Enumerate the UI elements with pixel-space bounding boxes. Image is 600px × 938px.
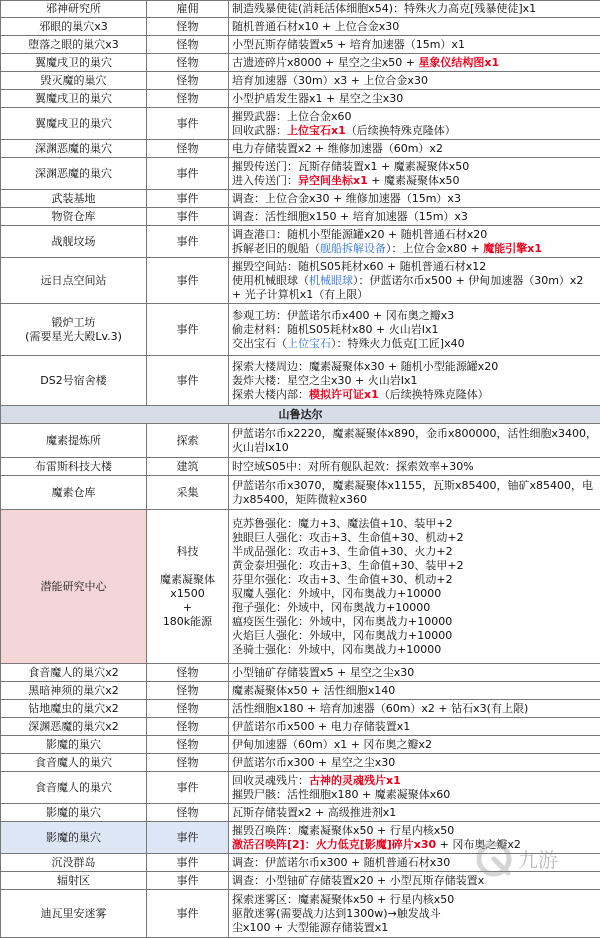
location-text: 沉没群岛 (4, 856, 143, 870)
location-text: 邪眼的巢穴x3 (4, 20, 143, 34)
required-item: 上位宝石 (287, 337, 331, 350)
location-text: 深渊恶魔的巢穴 (4, 142, 143, 156)
reward-line (232, 738, 597, 752)
reward-line (232, 20, 597, 34)
location-cell (1, 854, 147, 872)
research-type-line: 180k能源 (150, 615, 225, 629)
rewards-cell (229, 190, 600, 208)
reward-text: 调查：伊蓝诺尔币x300 + 随机普通石材x30 (232, 856, 450, 869)
research-rewards (229, 510, 600, 664)
reward-line (232, 921, 597, 935)
type-cell: 事件 (147, 208, 229, 226)
reward-text: （后续换特殊克隆体） (346, 124, 456, 137)
reward-line (232, 427, 597, 441)
location-text: 战舰坟场 (4, 235, 143, 249)
location-text: 魔素提炼所 (4, 434, 143, 448)
type-cell: 怪物 (147, 18, 229, 36)
reward-text: 电力存储装置x2 + 维修加速器（60m）x2 (232, 142, 443, 155)
location-cell (1, 190, 147, 208)
reward-text: + 魔素凝聚体x50 (368, 174, 460, 187)
section-header-row (1, 406, 600, 424)
reward-text: 驱散迷雾(需要战力达到1300w)→触发战斗 (232, 907, 441, 920)
type-cell: 事件 (147, 872, 229, 890)
rewards-cell (229, 356, 600, 406)
type-cell: 怪物 (147, 54, 229, 72)
type-cell: 事件 (147, 190, 229, 208)
highlight-reward: 星象仪结构图x1 (418, 56, 499, 69)
reward-text: 探索大楼周边：魔素凝聚体x30 + 随机小型能源罐x20 (232, 360, 498, 373)
reward-text: 制造残暴使徒(消耗活体细胞x54)：特殊火力高克[残暴使徒]x1 (232, 2, 536, 15)
location-cell (1, 158, 147, 190)
highlight-reward: 模拟许可证x1 (309, 388, 379, 401)
table-row (1, 736, 600, 754)
reward-text: 伊蓝诺尔币x3070，魔素凝聚体x1155，瓦斯x85400，铀矿x85400，电 (232, 479, 593, 492)
reward-text: 探索迷雾区：魔素凝聚体x50 + 行星内核x50 (232, 893, 454, 906)
location-cell (1, 664, 147, 682)
reward-text: 调查：上位合金x30 + 维修加速器（15m）x3 (232, 192, 461, 205)
reward-text: 小型护盾发生器x1 + 星空之尘x30 (232, 92, 403, 105)
reward-text: 瓦斯存储装置x2 + 高级推进剂x1 (232, 806, 396, 819)
location-text: 食音魔人的巢穴 (4, 756, 143, 770)
location-text: 翼魔戌卫的巢穴 (4, 117, 143, 131)
reward-text: 偷走材料：随机S05耗材x80 + 火山岩Ⅰx1 (232, 323, 438, 336)
rewards-cell (229, 304, 600, 356)
table-row (1, 226, 600, 258)
reward-line (232, 288, 597, 302)
highlight-reward: 上位宝石x1 (287, 124, 346, 137)
table-row (1, 664, 600, 682)
table-row (1, 304, 600, 356)
rewards-cell (229, 158, 600, 190)
reward-text: 使用机械眼球（ (232, 274, 309, 287)
rewards-cell (229, 18, 600, 36)
reward-line (232, 92, 597, 106)
reward-line (232, 309, 597, 323)
table-row (1, 458, 600, 476)
location-text: 影魔的巢穴 (4, 831, 143, 845)
type-cell: 怪物 (147, 754, 229, 772)
reward-line (232, 666, 597, 680)
nine-game-logo-icon (479, 844, 509, 874)
reward-text: 参观工坊：伊蓝诺尔币x400 + 冈布奥之瓣x3 (232, 309, 454, 322)
highlight-reward: 激活召唤阵[2]：火力低克[影魔]碎片x30 (232, 838, 436, 851)
reward-line (232, 2, 597, 16)
rewards-cell (229, 664, 600, 682)
location-text: DS2号宿舍楼 (4, 374, 143, 388)
location-cell (1, 872, 147, 890)
location-cell (1, 718, 147, 736)
rewards-cell (229, 1, 600, 18)
table-row (1, 140, 600, 158)
research-buff-line: 独眼巨人强化：攻击+3、生命值+30、机动+2 (232, 531, 597, 545)
type-cell: 怪物 (147, 140, 229, 158)
reward-text: ）：上位合金x80 + (386, 242, 483, 255)
location-text: 邪神研究所 (4, 2, 143, 16)
reward-text: 摧毁空间站：随机S05耗材x60 + 随机普通石材x12 (232, 260, 486, 273)
rewards-cell (229, 458, 600, 476)
reward-line (232, 756, 597, 770)
location-cell (1, 736, 147, 754)
reward-line (232, 142, 597, 156)
reward-line (232, 337, 597, 351)
reward-line (232, 788, 597, 802)
research-type-line: 科技 (150, 545, 225, 559)
watermark-brand: 九游 (518, 848, 558, 872)
type-cell: 事件 (147, 772, 229, 804)
rewards-cell (229, 140, 600, 158)
table-row (1, 356, 600, 406)
research-buff-line: 圣骑士强化：外域中，冈布奥战力+10000 (232, 643, 597, 657)
location-cell (1, 140, 147, 158)
rewards-cell (229, 700, 600, 718)
type-cell: 事件 (147, 356, 229, 406)
location-text: 迪瓦里安迷雾 (4, 907, 143, 921)
table-row (1, 54, 600, 72)
location-cell (1, 356, 147, 406)
reward-line (232, 56, 597, 70)
reward-text: 调查：小型铀矿存储装置x20 + 小型瓦斯存储装置x (232, 874, 484, 887)
reward-line (232, 174, 597, 188)
location-text: 辐射区 (4, 874, 143, 888)
reward-text: 小型铀矿存储装置x5 + 星空之尘x30 (232, 666, 414, 679)
reward-line (232, 210, 597, 224)
location-text: 翼魔戌卫的巢穴 (4, 56, 143, 70)
type-cell: 怪物 (147, 736, 229, 754)
location-cell (1, 36, 147, 54)
location-cell (1, 54, 147, 72)
reward-text: 调查港口：随机小型能源罐x20 + 随机普通石材x20 (232, 228, 487, 241)
reward-line (232, 360, 597, 374)
research-buff-line: 火焰巨人强化：外域中，冈布奥战力+10000 (232, 629, 597, 643)
research-buff-line: 瘟疫医生强化：外域中，冈布奥战力+10000 (232, 615, 597, 629)
type-cell: 采集 (147, 476, 229, 510)
reward-line (232, 388, 597, 402)
reward-text: ）：伊蓝诺尔币x500 + 伊甸加速器（30m）x2 (353, 274, 583, 287)
reward-text: 摧毁传送门：瓦斯存储装置x1 + 魔素凝聚体x50 (232, 160, 469, 173)
location-text: 物资仓库 (4, 210, 143, 224)
type-cell: 事件 (147, 108, 229, 140)
type-cell: 怪物 (147, 90, 229, 108)
rewards-cell (229, 772, 600, 804)
table-row (1, 1, 600, 18)
reward-line (232, 228, 597, 242)
research-location: 潜能研究中心 (1, 510, 147, 664)
table-row (1, 424, 600, 458)
location-cell (1, 822, 147, 854)
reward-text: 活性细胞x180 + 培育加速器（60m）x2 + 钻石x3(有上限) (232, 702, 528, 715)
location-cell (1, 754, 147, 772)
location-cell (1, 108, 147, 140)
location-text: 毁灭魔的巢穴 (4, 74, 143, 88)
reward-text: 时空域S05中：对所有舰队起效：探索效率+30% (232, 460, 474, 473)
reward-line (232, 74, 597, 88)
rewards-cell (229, 226, 600, 258)
research-buff-line: 芬里尔强化：攻击+3、生命值+30、机动+2 (232, 573, 597, 587)
highlight-reward: 异空间坐标x1 (298, 174, 368, 187)
reward-line (232, 684, 597, 698)
location-text: 远日点空间站 (4, 274, 143, 288)
research-buff-line: 克苏鲁强化：魔力+3、魔法值+10、装甲+2 (232, 517, 597, 531)
type-cell: 雇佣 (147, 1, 229, 18)
research-buff-line: 半成品强化：攻击+3、生命值+30、火力+2 (232, 545, 597, 559)
location-text: 食音魔人的巢穴 (4, 781, 143, 795)
type-cell: 怪物 (147, 718, 229, 736)
research-type-line: 魔素凝聚体 (150, 573, 225, 587)
research-row (1, 510, 600, 664)
reward-text: 调查：活性细胞x150 + 培育加速器（15m）x3 (232, 210, 468, 223)
location-cell (1, 1, 147, 18)
table-row (1, 208, 600, 226)
type-cell: 怪物 (147, 72, 229, 90)
highlight-reward: 魔能引擎x1 (483, 242, 542, 255)
table-row (1, 158, 600, 190)
reward-text: 小型瓦斯存储装置x5 + 培育加速器（15m）x1 (232, 38, 465, 51)
location-cell (1, 424, 147, 458)
research-type (147, 510, 229, 664)
type-cell: 怪物 (147, 700, 229, 718)
type-cell: 建筑 (147, 458, 229, 476)
rewards-cell (229, 72, 600, 90)
table-row (1, 700, 600, 718)
location-text: 锻炉工坊 (4, 316, 143, 330)
reward-text: 尘x100 + 大型能源存储装置x1 (232, 921, 388, 934)
table-row (1, 682, 600, 700)
reward-text: 培育加速器（30m）x3 + 上位合金x30 (232, 74, 428, 87)
location-cell (1, 18, 147, 36)
reward-text: 魔素凝聚体x50 + 活性细胞x140 (232, 684, 395, 697)
reward-text: 回收灵魂残片： (232, 774, 309, 787)
location-cell (1, 476, 147, 510)
location-cell (1, 772, 147, 804)
reward-line (232, 893, 597, 907)
reward-text: 火山岩Ⅰx10 (232, 441, 289, 454)
location-cell (1, 90, 147, 108)
location-text: (需要星光大殿Lv.3) (4, 330, 143, 344)
type-cell: 怪物 (147, 664, 229, 682)
table-row (1, 258, 600, 304)
reward-text: + 光子计算机x1（有上限） (232, 288, 368, 301)
table-row (1, 754, 600, 772)
type-cell: 事件 (147, 822, 229, 854)
table-row (1, 190, 600, 208)
reward-text: 摧毁召唤阵：魔素凝聚体x50 + 行星内核x50 (232, 824, 454, 837)
reward-line (232, 110, 597, 124)
table-row (1, 718, 600, 736)
type-cell: 怪物 (147, 682, 229, 700)
reward-line (232, 479, 597, 493)
rewards-cell (229, 36, 600, 54)
type-cell: 探索 (147, 424, 229, 458)
type-cell: 事件 (147, 158, 229, 190)
table-row (1, 108, 600, 140)
location-cell (1, 258, 147, 304)
location-cell (1, 890, 147, 938)
type-cell: 事件 (147, 258, 229, 304)
reward-line (232, 720, 597, 734)
type-cell: 事件 (147, 854, 229, 872)
rewards-cell (229, 736, 600, 754)
reward-line (232, 702, 597, 716)
reward-line (232, 441, 597, 455)
table-row (1, 476, 600, 510)
reward-text: ）：特殊火力低克[工匠]x40 (331, 337, 465, 350)
research-type-line: x1500 (150, 587, 225, 601)
reward-text: 轰炸大楼：星空之尘x30 + 火山岩Ⅰx1 (232, 374, 417, 387)
table-row (1, 772, 600, 804)
location-text: 深渊恶魔的巢穴 (4, 167, 143, 181)
table-row (1, 18, 600, 36)
reward-text: + 冈布奥之瓣x2 (436, 838, 521, 851)
location-text: 影魔的巢穴 (4, 738, 143, 752)
location-cell (1, 226, 147, 258)
research-type-line (150, 559, 225, 573)
table-row (1, 804, 600, 822)
location-text: 翼魔戌卫的巢穴 (4, 92, 143, 106)
location-cell (1, 682, 147, 700)
reward-line (232, 160, 597, 174)
location-cell (1, 72, 147, 90)
table-row (1, 90, 600, 108)
reward-text: 拆解老旧的舰船（ (232, 242, 320, 255)
section-title: 山鲁达尔 (1, 406, 600, 424)
location-cell (1, 804, 147, 822)
rewards-cell (229, 208, 600, 226)
rewards-cell (229, 718, 600, 736)
reward-line (232, 192, 597, 206)
reward-text: 交出宝石（ (232, 337, 287, 350)
research-buff-line: 黄金泰坦强化：攻击+3、生命值+30、装甲+2 (232, 559, 597, 573)
reward-text: 伊蓝诺尔币x2220，魔素凝聚体x890，金币x800000，活性细胞x3400， (232, 427, 597, 440)
research-buff-line: 孢子强化：外域中，冈布奥战力+10000 (232, 601, 597, 615)
type-cell: 怪物 (147, 804, 229, 822)
rewards-cell (229, 682, 600, 700)
reward-line (232, 124, 597, 138)
reward-text: 探索大楼内部： (232, 388, 309, 401)
location-text: 布雷斯科技大楼 (4, 460, 143, 474)
location-text: 钻地魔虫的巢穴x2 (4, 702, 143, 716)
reward-line (232, 907, 597, 921)
location-cell (1, 700, 147, 718)
required-item: 机械眼球 (309, 274, 353, 287)
location-text: 堕落之眼的巢穴x3 (4, 38, 143, 52)
reward-line (232, 806, 597, 820)
location-cell (1, 458, 147, 476)
table-row (1, 36, 600, 54)
required-item: 舰船拆解设备 (320, 242, 386, 255)
table-row (1, 890, 600, 938)
location-text: 黑暗神须的巢穴x2 (4, 684, 143, 698)
reward-text: 力x85400，矩阵微粒x360 (232, 493, 367, 506)
type-cell: 事件 (147, 226, 229, 258)
location-cell (1, 208, 147, 226)
reward-text: 古遗迹碎片x8000 + 星空之尘x50 + (232, 56, 418, 69)
reward-text: 摧毁武器：上位合金x60 (232, 110, 352, 123)
reward-line (232, 824, 597, 838)
reward-text: 随机普通石材x10 + 上位合金x30 (232, 20, 399, 33)
research-buff-line: 驭魔人强化：外域中，冈布奥战力+10000 (232, 587, 597, 601)
rewards-cell (229, 54, 600, 72)
location-cell (1, 304, 147, 356)
table-row (1, 72, 600, 90)
rewards-cell (229, 90, 600, 108)
reward-line (232, 38, 597, 52)
reward-line (232, 460, 597, 474)
location-text: 武装基地 (4, 192, 143, 206)
reward-text: （后续换特殊克隆体） (379, 388, 489, 401)
reward-line (232, 274, 597, 288)
reward-text: 伊蓝诺尔币x500 + 电力存储装置x1 (232, 720, 410, 733)
location-text: 魔素仓库 (4, 486, 143, 500)
type-cell: 事件 (147, 890, 229, 938)
reward-line (232, 323, 597, 337)
rewards-cell (229, 424, 600, 458)
reward-line (232, 242, 597, 256)
highlight-reward: 古神的灵魂残片x1 (309, 774, 401, 787)
location-text: 深渊恶魔的巢穴x2 (4, 720, 143, 734)
reward-line (232, 493, 597, 507)
type-cell: 事件 (147, 304, 229, 356)
rewards-cell (229, 890, 600, 938)
rewards-cell (229, 476, 600, 510)
reward-text: 回收武器： (232, 124, 287, 137)
reward-text: 伊蓝诺尔币x300 + 星空之尘x30 (232, 756, 395, 769)
rewards-cell (229, 754, 600, 772)
watermark-logo (474, 838, 592, 880)
reward-line (232, 774, 597, 788)
rewards-cell (229, 108, 600, 140)
rewards-cell (229, 258, 600, 304)
reward-line (232, 260, 597, 274)
rewards-cell (229, 804, 600, 822)
location-text: 影魔的巢穴 (4, 806, 143, 820)
reward-text: 摧毁尸骸：活性细胞x180 + 魔素凝聚体x60 (232, 788, 450, 801)
reward-line (232, 374, 597, 388)
location-text: 食音魔人的巢穴x2 (4, 666, 143, 680)
reward-text: 伊甸加速器（60m）x1 + 冈布奥之瓣x2 (232, 738, 432, 751)
type-cell: 怪物 (147, 36, 229, 54)
reward-text: 进入传送门： (232, 174, 298, 187)
research-type-line: + (150, 601, 225, 615)
